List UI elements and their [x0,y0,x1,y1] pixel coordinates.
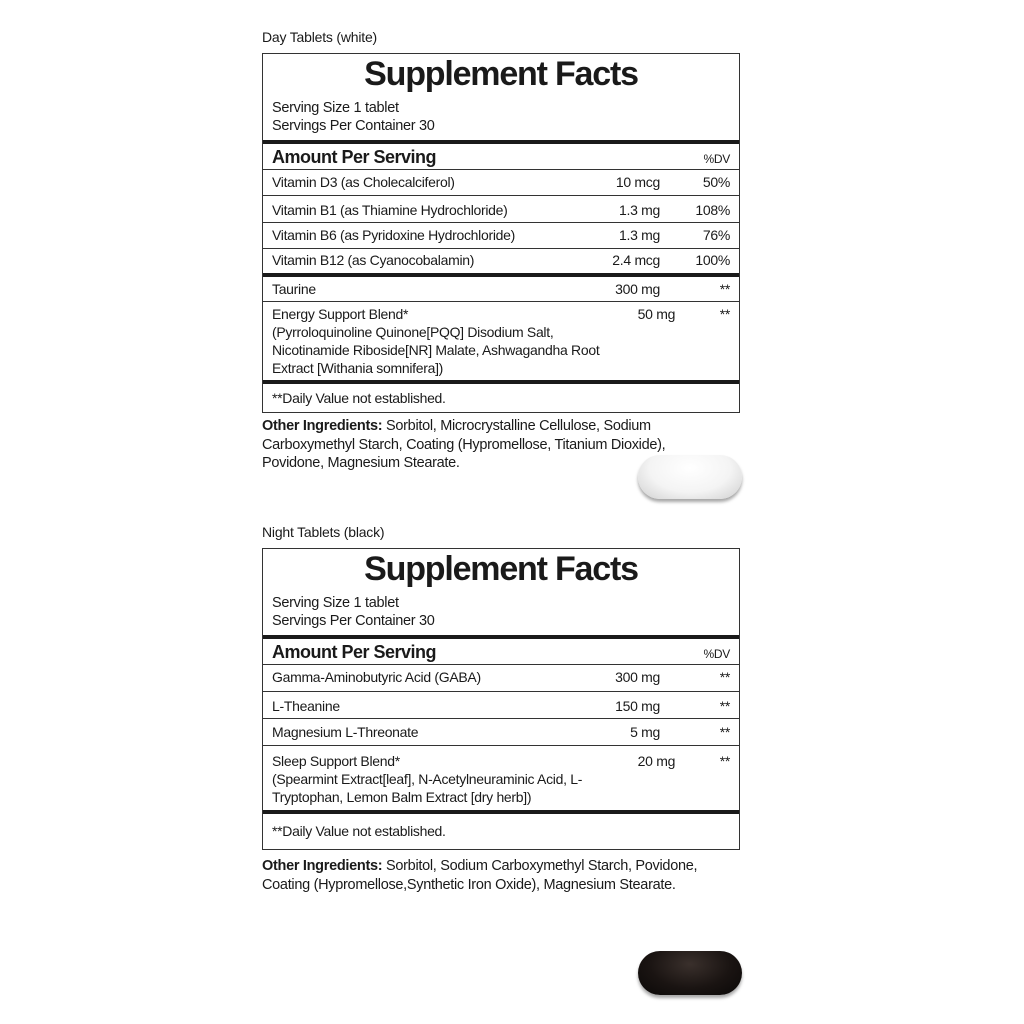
day-dv-header: %DV [703,152,730,166]
table-row [263,196,739,223]
nutrient-amount: 5 mg [630,724,660,740]
nutrient-name: Magnesium L-Threonate [272,724,419,740]
blend-ingredients: (Pyrroloquinoline Quinone[PQQ] Disodium Salt, Nicotinamide Riboside[NR] Malate, Ashwagandha Root Extract [Withania somnifera]) [272,324,600,376]
nutrient-dv: 108% [695,202,730,218]
nutrient-amount: 300 mg [615,669,660,685]
day-amount-header-row [263,144,739,170]
nutrient-name: Taurine [272,281,316,297]
night-amount-header: Amount Per Serving [272,642,437,662]
nutrient-name: Vitamin D3 (as Cholecalciferol) [272,174,455,190]
nutrient-amount: 1.3 mg [619,227,660,243]
night-facts-title: Supplement Facts [364,550,638,588]
day-caption: Day Tablets (white) [262,29,377,45]
table-row [263,249,739,273]
day-facts-title: Supplement Facts [364,55,638,93]
day-other-ingredients-label: Other Ingredients: [262,418,383,434]
day-other-ingredients-text: Sorbitol, Microcrystalline Cellulose, Sodium Carboxymethyl Starch, Coating (Hypromellose, Titanium Dioxide), Povidone, Magnesium Stearate. [262,418,666,471]
nutrient-name [272,746,602,806]
night-dv-header: %DV [703,647,730,661]
nutrient-dv: 100% [695,252,730,268]
night-other-ingredients [262,857,722,894]
day-amount-header: Amount Per Serving [272,147,437,167]
nutrient-amount: 50 mg [637,306,676,322]
night-other-ingredients-text: Sorbitol, Sodium Carboxymethyl Starch, Povidone, Coating (Hypromellose,Synthetic Iron Oxide), Magnesium Stearate. [262,858,698,893]
day-serving-size: Serving Size 1 tablet [272,100,399,116]
nutrient-amount: 20 mg [637,753,676,769]
blend-name: Energy Support Blend* [272,306,409,322]
table-row [263,170,739,196]
table-row [263,692,739,719]
blend-name: Sleep Support Blend* [272,753,400,769]
day-other-group [263,277,739,380]
night-caption: Night Tablets (black) [262,524,385,540]
table-row [263,719,739,746]
table-row [263,223,739,249]
day-vitamin-group [263,170,739,273]
night-serving-size: Serving Size 1 tablet [272,595,399,611]
table-row [263,302,739,380]
nutrient-dv: ** [719,753,730,769]
night-supplement-facts-panel [262,548,740,850]
nutrient-name: Vitamin B1 (as Thiamine Hydrochloride) [272,202,508,218]
black-tablet-icon [638,951,742,995]
day-footnote: **Daily Value not established. [272,390,446,406]
night-other-ingredients-label: Other Ingredients: [262,858,383,874]
nutrient-name: L-Theanine [272,698,340,714]
blend-ingredients: (Spearmint Extract[leaf], N-Acetylneuraminic Acid, L-Tryptophan, Lemon Balm Extract [dry herb]) [272,771,583,805]
white-tablet-icon [638,455,742,499]
nutrient-amount: 10 mcg [615,174,660,190]
night-serving-info [263,588,739,630]
table-row [263,277,739,302]
nutrient-name: Vitamin B6 (as Pyridoxine Hydrochloride) [272,227,515,243]
night-footnote: **Daily Value not established. [272,823,446,839]
table-row [263,746,739,810]
nutrient-dv: ** [719,281,730,297]
nutrient-dv: ** [719,698,730,714]
night-amount-header-row [263,639,739,665]
nutrient-dv: ** [719,306,730,322]
nutrient-amount: 300 mg [615,281,660,297]
day-other-ingredients [262,417,682,473]
day-supplement-facts-panel [262,53,740,413]
nutrient-name [272,302,602,377]
night-servings-per-container: Servings Per Container 30 [272,613,435,629]
nutrient-amount: 1.3 mg [619,202,660,218]
nutrient-dv: 50% [702,174,730,190]
day-servings-per-container: Servings Per Container 30 [272,118,435,134]
nutrient-name: Vitamin B12 (as Cyanocobalamin) [272,252,475,268]
nutrient-name: Gamma-Aminobutyric Acid (GABA) [272,669,481,685]
nutrient-dv: 76% [702,227,730,243]
table-row [263,665,739,692]
nutrient-amount: 2.4 mcg [612,252,660,268]
day-serving-info [263,93,739,135]
nutrient-amount: 150 mg [615,698,660,714]
nutrient-dv: ** [719,669,730,685]
nutrient-dv: ** [719,724,730,740]
night-ingredient-group [263,665,739,810]
